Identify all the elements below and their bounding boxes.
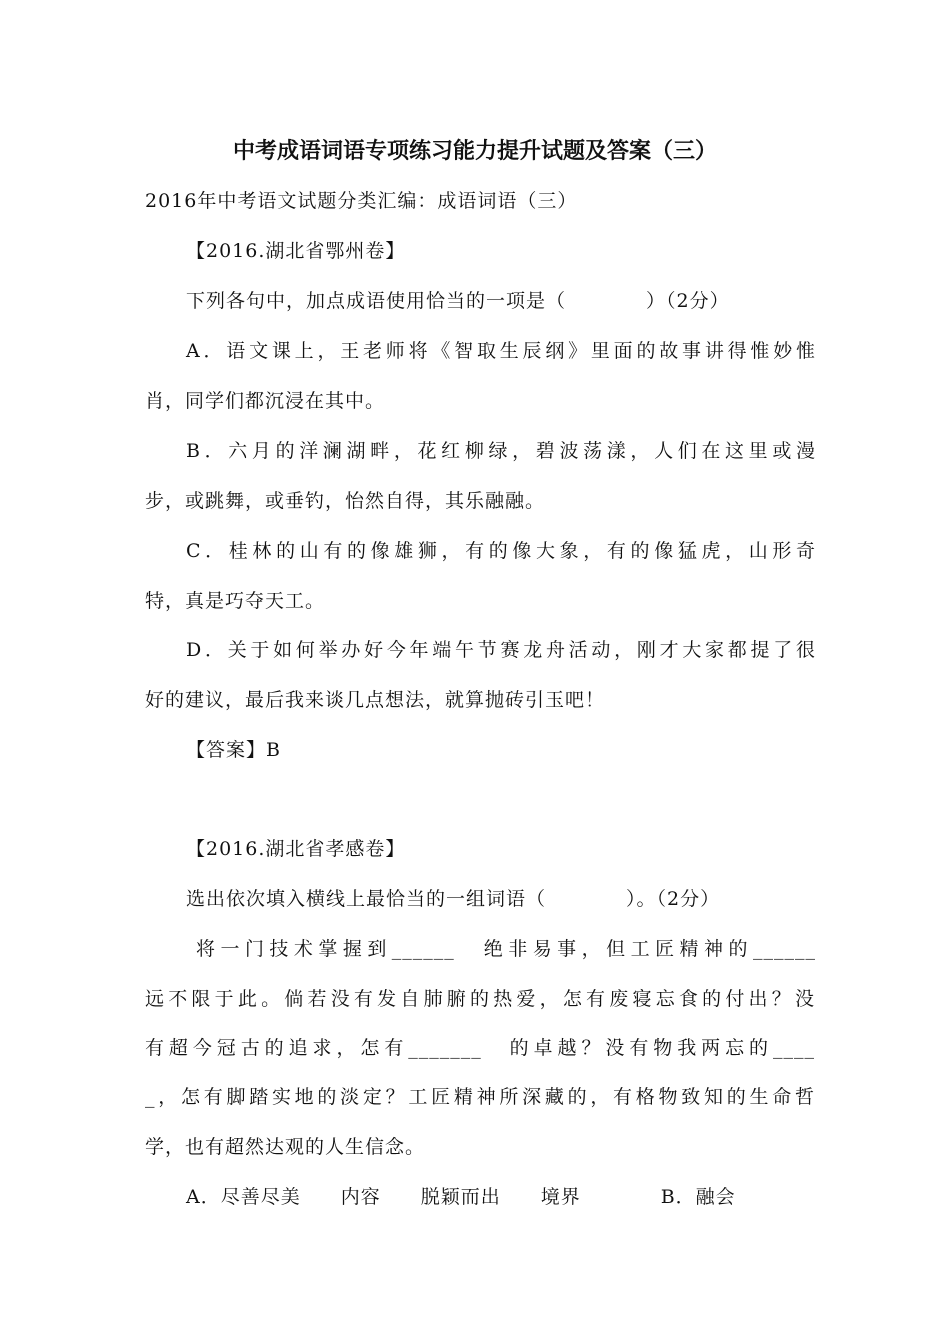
answer-ezhou: 【答案】B	[186, 739, 281, 761]
passage-line4: _，怎有脚踏实地的淡定？工匠精神所深藏的，有格物致知的生命哲	[145, 1086, 815, 1108]
passage-line1: 将一门技术掌握到______ 绝非易事，但工匠精神的______	[196, 938, 816, 960]
section-heading-ezhou: 【2016.湖北省鄂州卷】	[186, 240, 406, 262]
option-a-line2: 肖，同学们都沉浸在其中。	[145, 390, 386, 412]
option-d-line2: 好的建议，最后我来谈几点想法，就算抛砖引玉吧！	[145, 689, 606, 711]
option-c-line1: C．桂林的山有的像雄狮，有的像大象，有的像猛虎，山形奇	[186, 540, 816, 562]
option-b-line1: B．六月的洋澜湖畔，花红柳绿，碧波荡漾，人们在这里或漫	[186, 440, 816, 462]
option-a-line1: A．语文课上，王老师将《智取生辰纲》里面的故事讲得惟妙惟	[186, 340, 816, 362]
question-xiaogan: 选出依次填入横线上最恰当的一组词语（ ）。（2分）	[186, 888, 721, 910]
passage-line5: 学，也有超然达观的人生信念。	[145, 1136, 426, 1158]
options-line: A．尽善尽美 内容 脱颖而出 境界 B．融会	[186, 1186, 736, 1208]
option-d-line1: D．关于如何举办好今年端午节赛龙舟活动，刚才大家都提了很	[186, 639, 816, 661]
passage-line3: 有超今冠古的追求，怎有_______ 的卓越？没有物我两忘的____	[145, 1037, 815, 1059]
document-subtitle: 2016年中考语文试题分类汇编：成语词语（三）	[145, 190, 578, 212]
option-b-line2: 步，或跳舞，或垂钓，怡然自得，其乐融融。	[145, 490, 546, 512]
question-ezhou: 下列各句中，加点成语使用恰当的一项是（ ）（2分）	[186, 290, 730, 312]
option-c-line2: 特，真是巧夺天工。	[145, 590, 326, 612]
passage-line2: 远不限于此。倘若没有发自肺腑的热爱，怎有废寝忘食的付出？没	[145, 988, 815, 1010]
section-heading-xiaogan: 【2016.湖北省孝感卷】	[186, 838, 406, 860]
page-title: 中考成语词语专项练习能力提升试题及答案（三）	[232, 139, 717, 164]
